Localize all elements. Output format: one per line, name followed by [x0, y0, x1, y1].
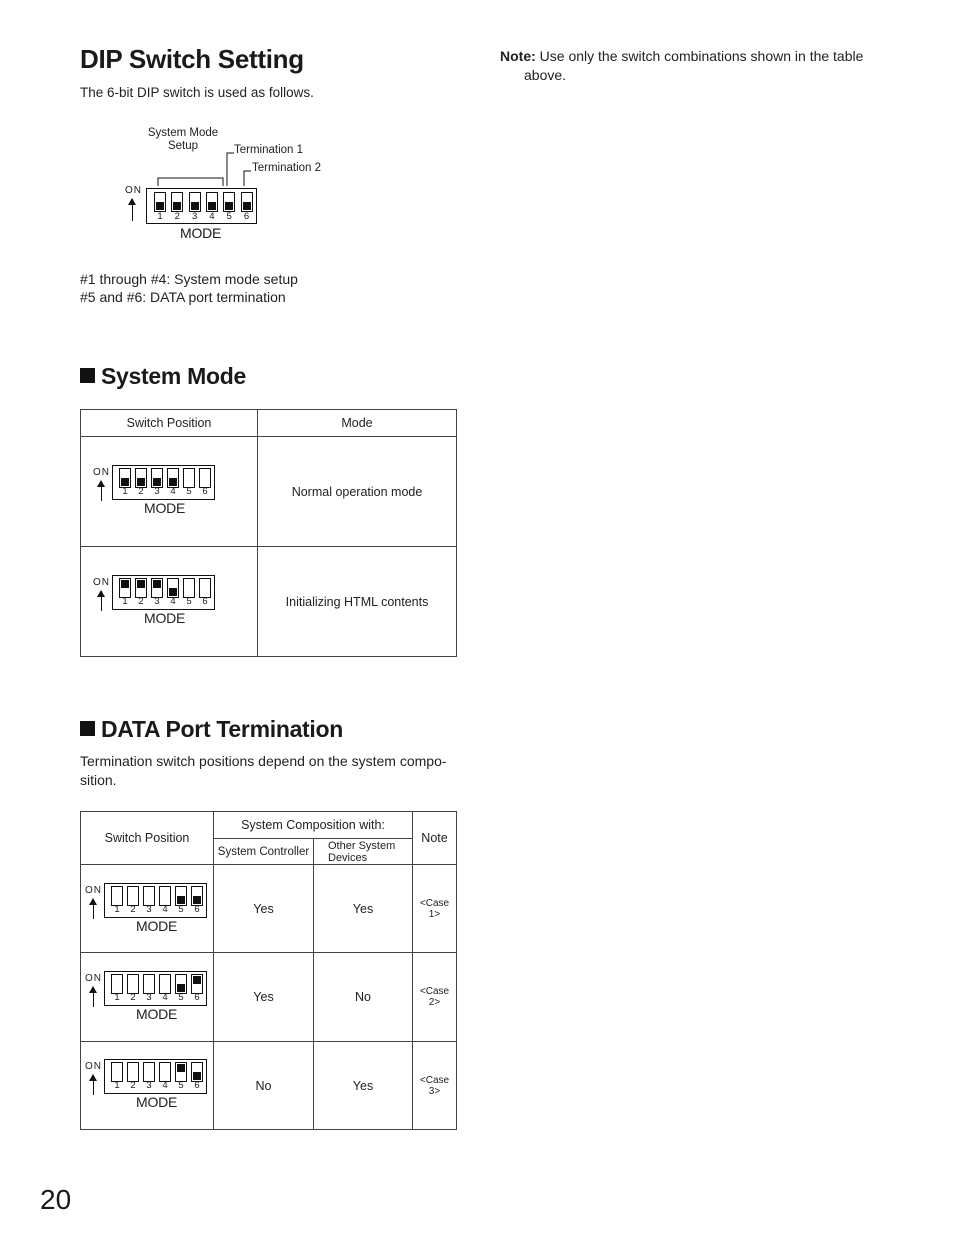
dip-mode-label: MODE — [136, 918, 178, 934]
dip-on-label: ON — [93, 577, 110, 588]
dip-switch-number: 4 — [162, 904, 168, 915]
dip-switch-number: 2 — [130, 904, 136, 915]
legend-line2: #5 and #6: DATA port termination — [80, 289, 286, 305]
dip-switch-6 — [241, 192, 253, 212]
up-arrow-icon — [93, 1075, 94, 1095]
note-cell: <Case 3> — [413, 1042, 457, 1130]
dip-switch-4 — [167, 578, 179, 598]
dip-switch-6 — [191, 886, 203, 906]
dip-switch-number: 3 — [154, 486, 160, 497]
up-arrow-icon — [132, 199, 133, 221]
switch-knob — [193, 896, 201, 904]
mode-cell: Normal operation mode — [258, 437, 457, 547]
dip-switch-number: 1 — [114, 904, 120, 915]
dip-mode-label: MODE — [136, 1006, 178, 1022]
switch-knob — [169, 478, 177, 486]
dip-switch-number: 3 — [146, 904, 152, 915]
note — [500, 47, 880, 66]
dip-switch-2 — [127, 1062, 139, 1082]
dip-switch-3 — [143, 886, 155, 906]
dip-on-label: ON — [85, 885, 102, 896]
switch-cell — [81, 865, 214, 953]
dip-switch-number: 5 — [186, 596, 192, 607]
data-port-heading-text: DATA Port Termination — [101, 716, 344, 742]
switch-knob — [177, 1064, 185, 1072]
dip-switch-body — [104, 971, 207, 1006]
other-cell: Yes — [314, 1042, 413, 1130]
controller-cell: Yes — [214, 953, 314, 1042]
table-row — [81, 547, 457, 657]
page-number: 20 — [40, 1184, 72, 1215]
switch-knob — [156, 202, 164, 210]
dip-switch-4 — [167, 468, 179, 488]
up-arrow-icon — [93, 987, 94, 1007]
switch-cell — [81, 437, 258, 547]
dip-switch-number: 1 — [114, 992, 120, 1003]
switch-knob — [121, 478, 129, 486]
controller-cell: No — [214, 1042, 314, 1130]
dip-switch-6 — [199, 578, 211, 598]
dip-switch-4 — [159, 1062, 171, 1082]
dip-switch-number: 3 — [146, 1080, 152, 1091]
table-row — [81, 865, 457, 953]
intro-text: The 6-bit DIP switch is used as follows. — [80, 85, 314, 100]
system-mode-heading-text: System Mode — [101, 363, 246, 389]
switch-knob — [169, 588, 177, 596]
switch-cell — [81, 547, 258, 657]
dip-switch-number: 2 — [130, 1080, 136, 1091]
dip-switch-number: 6 — [194, 1080, 200, 1091]
switch-knob — [173, 202, 181, 210]
dip-switch-6 — [191, 1062, 203, 1082]
other-cell: Yes — [314, 865, 413, 953]
dip-switch-number: 4 — [209, 211, 215, 222]
dip-switch-5 — [175, 1062, 187, 1082]
data-port-heading — [80, 716, 343, 743]
note-cell: <Case 2> — [413, 953, 457, 1042]
dip-switch-number: 1 — [157, 211, 163, 222]
dip-on-label: ON — [125, 185, 142, 196]
system-mode-heading — [80, 363, 246, 390]
up-arrow-icon — [101, 591, 102, 611]
switch-knob — [191, 202, 199, 210]
dip-switch-4 — [159, 974, 171, 994]
dip-switch-4 — [206, 192, 218, 212]
dip-switch-number: 6 — [202, 486, 208, 497]
dip-switch-1 — [111, 886, 123, 906]
dip-switch-3 — [189, 192, 201, 212]
callout-system-mode-line2: Setup — [167, 140, 199, 152]
data-port-desc-line1: Termination switch positions depend on the system compo- — [80, 753, 447, 769]
switch-knob — [177, 896, 185, 904]
col-other-devices-line1: Other System — [328, 839, 396, 852]
dip-switch-number: 5 — [178, 1080, 184, 1091]
dip-switch-3 — [143, 974, 155, 994]
dip-switch-number: 4 — [170, 486, 176, 497]
dip-mode-label: MODE — [136, 1094, 178, 1110]
up-arrow-icon — [93, 899, 94, 919]
col-other-devices-line2: Devices — [328, 851, 368, 864]
dip-switch-2 — [127, 886, 139, 906]
dip-switch-number: 5 — [226, 211, 232, 222]
dip-switch-2 — [171, 192, 183, 212]
col-switch-position: Switch Position — [81, 410, 258, 437]
switch-knob — [193, 1072, 201, 1080]
table-row — [81, 437, 457, 547]
mode-cell: Initializing HTML contents — [258, 547, 457, 657]
page-title: DIP Switch Setting — [80, 44, 304, 74]
legend-line1: #1 through #4: System mode setup — [80, 271, 298, 287]
dip-switch-5 — [183, 468, 195, 488]
dip-on-label: ON — [85, 973, 102, 984]
dip-switch-2 — [127, 974, 139, 994]
switch-knob — [208, 202, 216, 210]
dip-switch-number: 5 — [178, 992, 184, 1003]
dip-switch-number: 3 — [146, 992, 152, 1003]
callout-termination1: Termination 1 — [234, 144, 304, 156]
col-system-controller: System Controller — [214, 839, 314, 865]
note-cell: <Case 1> — [413, 865, 457, 953]
dip-switch-number: 5 — [178, 904, 184, 915]
switch-knob — [137, 478, 145, 486]
dip-switch-5 — [223, 192, 235, 212]
dip-switch-body — [104, 1059, 207, 1094]
dip-switch-1 — [119, 578, 131, 598]
dip-switch-number: 1 — [122, 486, 128, 497]
dip-switch-5 — [175, 974, 187, 994]
dip-switch-4 — [159, 886, 171, 906]
dip-switch-3 — [143, 1062, 155, 1082]
other-cell: No — [314, 953, 413, 1042]
dip-mode-label: MODE — [180, 225, 222, 241]
dip-switch-number: 2 — [138, 596, 144, 607]
dip-switch-number: 2 — [138, 486, 144, 497]
dip-mode-label: MODE — [144, 610, 186, 626]
bullet-square-icon — [80, 368, 95, 383]
dip-switch-body — [146, 188, 257, 224]
dip-switch-6 — [191, 974, 203, 994]
col-switch-position: Switch Position — [81, 812, 214, 865]
dip-switch-number: 4 — [162, 992, 168, 1003]
dip-switch-number: 6 — [243, 211, 250, 222]
dip-switch-number: 3 — [154, 596, 160, 607]
switch-knob — [121, 580, 129, 588]
dip-switch-number: 6 — [194, 992, 200, 1003]
dip-switch-5 — [175, 886, 187, 906]
dip-switch-number: 4 — [162, 1080, 168, 1091]
col-note: Note — [413, 812, 457, 865]
switch-knob — [225, 202, 233, 210]
dip-switch-2 — [135, 468, 147, 488]
bullet-square-icon — [80, 721, 95, 736]
dip-switch-1 — [111, 1062, 123, 1082]
switch-cell — [81, 953, 214, 1042]
note-text: Use only the switch combinations shown in the table — [539, 48, 864, 64]
dip-switch-number: 4 — [170, 596, 176, 607]
switch-knob — [193, 976, 201, 984]
col-composition: System Composition with: — [214, 812, 413, 839]
col-mode: Mode — [258, 410, 457, 437]
dip-switch-number: 3 — [191, 211, 198, 222]
dip-switch-1 — [154, 192, 166, 212]
dip-switch-1 — [119, 468, 131, 488]
callout-termination2: Termination 2 — [252, 162, 322, 174]
switch-knob — [153, 580, 161, 588]
dip-switch-3 — [151, 578, 163, 598]
dip-switch-6 — [199, 468, 211, 488]
data-port-desc-line2: sition. — [80, 772, 117, 788]
switch-cell — [81, 1042, 214, 1130]
dip-switch-number: 2 — [174, 211, 180, 222]
note-label: Note: — [500, 48, 536, 64]
controller-cell: Yes — [214, 865, 314, 953]
data-port-table — [80, 811, 457, 1130]
table-row — [81, 953, 457, 1042]
dip-switch-number: 2 — [130, 992, 136, 1003]
dip-switch-body — [104, 883, 207, 918]
dip-switch-number: 6 — [194, 904, 200, 915]
dip-switch-2 — [135, 578, 147, 598]
dip-switch-number: 6 — [202, 596, 208, 607]
dip-switch-1 — [111, 974, 123, 994]
dip-switch-number: 1 — [122, 596, 128, 607]
dip-mode-label: MODE — [144, 500, 186, 516]
switch-knob — [137, 580, 145, 588]
table-row — [81, 1042, 457, 1130]
dip-switch-5 — [183, 578, 195, 598]
dip-switch-body — [112, 465, 215, 500]
dip-switch-number: 5 — [186, 486, 192, 497]
switch-knob — [177, 984, 185, 992]
col-other-devices — [314, 839, 413, 865]
up-arrow-icon — [101, 481, 102, 501]
dip-switch-3 — [151, 468, 163, 488]
switch-knob — [243, 202, 251, 210]
dip-on-label: ON — [85, 1061, 102, 1072]
dip-switch-body — [112, 575, 215, 610]
switch-knob — [153, 478, 161, 486]
dip-switch-number: 1 — [114, 1080, 120, 1091]
note-text-2: above. — [524, 67, 567, 83]
dip-on-label: ON — [93, 467, 110, 478]
callout-lines — [150, 148, 260, 193]
system-mode-table — [80, 409, 457, 657]
callout-system-mode-line1: System Mode — [147, 127, 219, 139]
